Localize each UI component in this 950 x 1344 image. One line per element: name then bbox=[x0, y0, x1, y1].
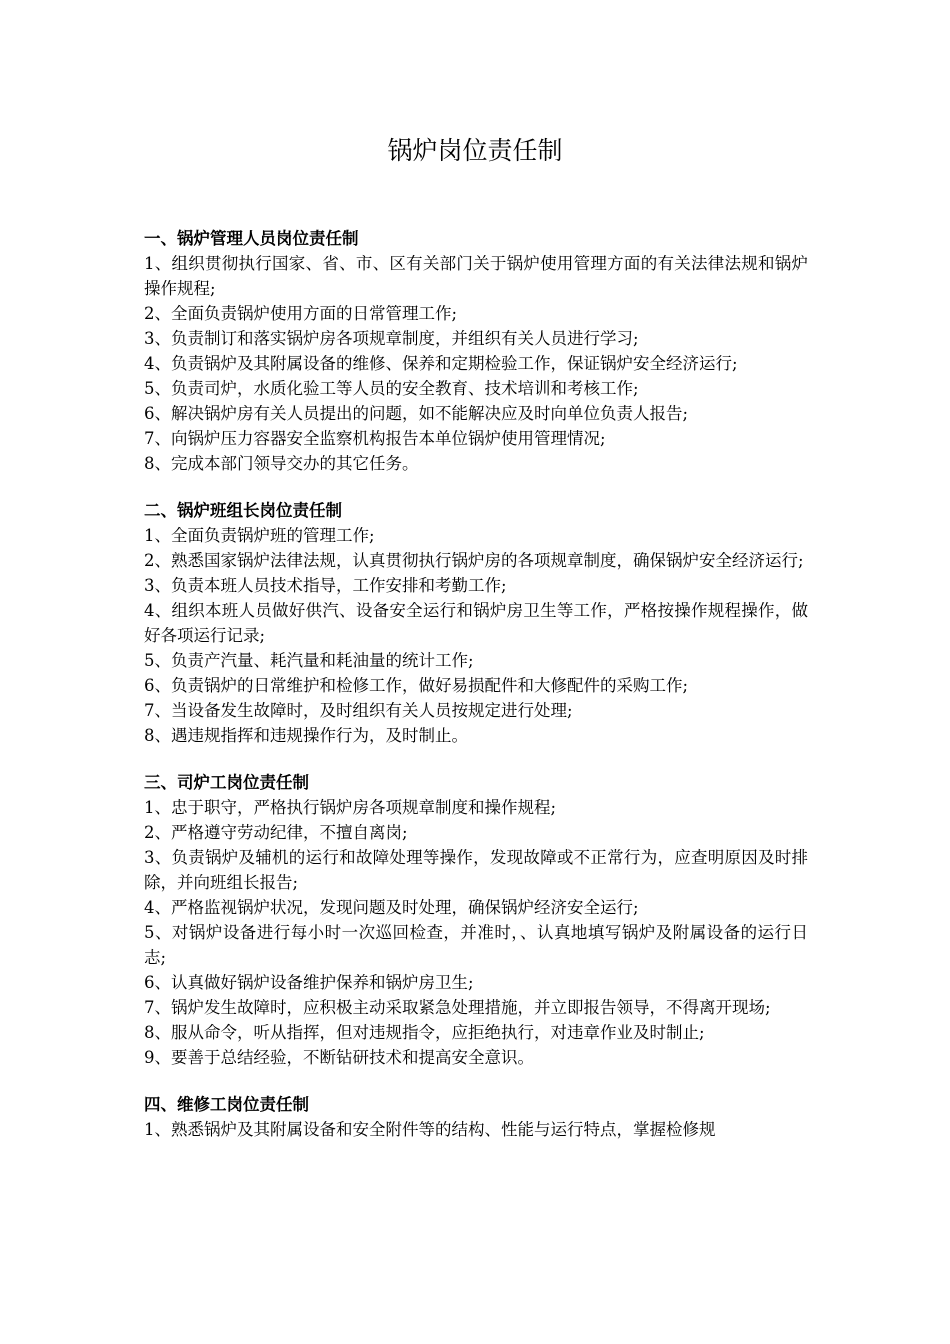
list-item: 5、对锅炉设备进行每小时一次巡回检查，并准时，、认真地填写锅炉及附属设备的运行日志; bbox=[144, 923, 808, 967]
list-item: 1、忠于职守，严格执行锅炉房各项规章制度和操作规程; bbox=[144, 798, 557, 817]
section-heading: 三、司炉工岗位责任制 bbox=[144, 773, 309, 792]
list-item: 8、服从命令，听从指挥，但对违规指令，应拒绝执行，对违章作业及时制止; bbox=[144, 1023, 705, 1042]
list-item: 7、当设备发生故障时，及时组织有关人员按规定进行处理; bbox=[144, 701, 573, 720]
list-item: 7、向锅炉压力容器安全监察机构报告本单位锅炉使用管理情况; bbox=[144, 429, 606, 448]
list-item: 8、遇违规指挥和违规操作行为，及时制止。 bbox=[144, 726, 468, 745]
list-item: 4、组织本班人员做好供汽、设备安全运行和锅炉房卫生等工作，严格按操作规程操作，做好各项运行记录; bbox=[144, 601, 808, 645]
list-item: 1、熟悉锅炉及其附属设备和安全附件等的结构、性能与运行特点，掌握检修规 bbox=[144, 1120, 716, 1139]
list-item: 6、解决锅炉房有关人员提出的问题，如不能解决应及时向单位负责人报告; bbox=[144, 404, 689, 423]
list-item: 6、负责锅炉的日常维护和检修工作，做好易损配件和大修配件的采购工作; bbox=[144, 676, 689, 695]
document-body bbox=[144, 226, 808, 1164]
section-management-staff bbox=[144, 226, 808, 476]
list-item: 5、负责司炉，水质化验工等人员的安全教育、技术培训和考核工作; bbox=[144, 379, 639, 398]
list-item: 8、完成本部门领导交办的其它任务。 bbox=[144, 454, 419, 473]
list-item: 2、全面负责锅炉使用方面的日常管理工作; bbox=[144, 304, 458, 323]
list-item: 4、负责锅炉及其附属设备的维修、保养和定期检验工作，保证锅炉安全经济运行; bbox=[144, 354, 738, 373]
list-item: 3、负责制订和落实锅炉房各项规章制度，并组织有关人员进行学习; bbox=[144, 329, 639, 348]
list-item: 3、负责本班人员技术指导，工作安排和考勤工作; bbox=[144, 576, 507, 595]
list-item: 1、组织贯彻执行国家、省、市、区有关部门关于锅炉使用管理方面的有关法律法规和锅炉操作规程; bbox=[144, 254, 808, 298]
list-item: 7、锅炉发生故障时，应积极主动采取紧急处理措施，并立即报告领导，不得离开现场; bbox=[144, 998, 771, 1017]
section-team-leader bbox=[144, 498, 808, 748]
section-heading: 一、锅炉管理人员岗位责任制 bbox=[144, 229, 359, 248]
list-item: 2、熟悉国家锅炉法律法规，认真贯彻执行锅炉房的各项规章制度，确保锅炉安全经济运行; bbox=[144, 551, 804, 570]
document-title: 锅炉岗位责任制 bbox=[387, 136, 563, 165]
section-heading: 二、锅炉班组长岗位责任制 bbox=[144, 501, 342, 520]
list-item: 3、负责锅炉及辅机的运行和故障处理等操作，发现故障或不正常行为，应查明原因及时排除，并向班组长报告; bbox=[144, 848, 808, 892]
section-boiler-operator bbox=[144, 770, 808, 1070]
list-item: 1、全面负责锅炉班的管理工作; bbox=[144, 526, 375, 545]
list-item: 6、认真做好锅炉设备维护保养和锅炉房卫生; bbox=[144, 973, 474, 992]
list-item: 2、严格遵守劳动纪律，不擅自离岗; bbox=[144, 823, 408, 842]
list-item: 5、负责产汽量、耗汽量和耗油量的统计工作; bbox=[144, 651, 474, 670]
list-item: 9、要善于总结经验，不断钻研技术和提高安全意识。 bbox=[144, 1048, 534, 1067]
section-heading: 四、维修工岗位责任制 bbox=[144, 1095, 309, 1114]
section-maintenance-worker bbox=[144, 1092, 808, 1142]
list-item: 4、严格监视锅炉状况，发现问题及时处理，确保锅炉经济安全运行; bbox=[144, 898, 639, 917]
